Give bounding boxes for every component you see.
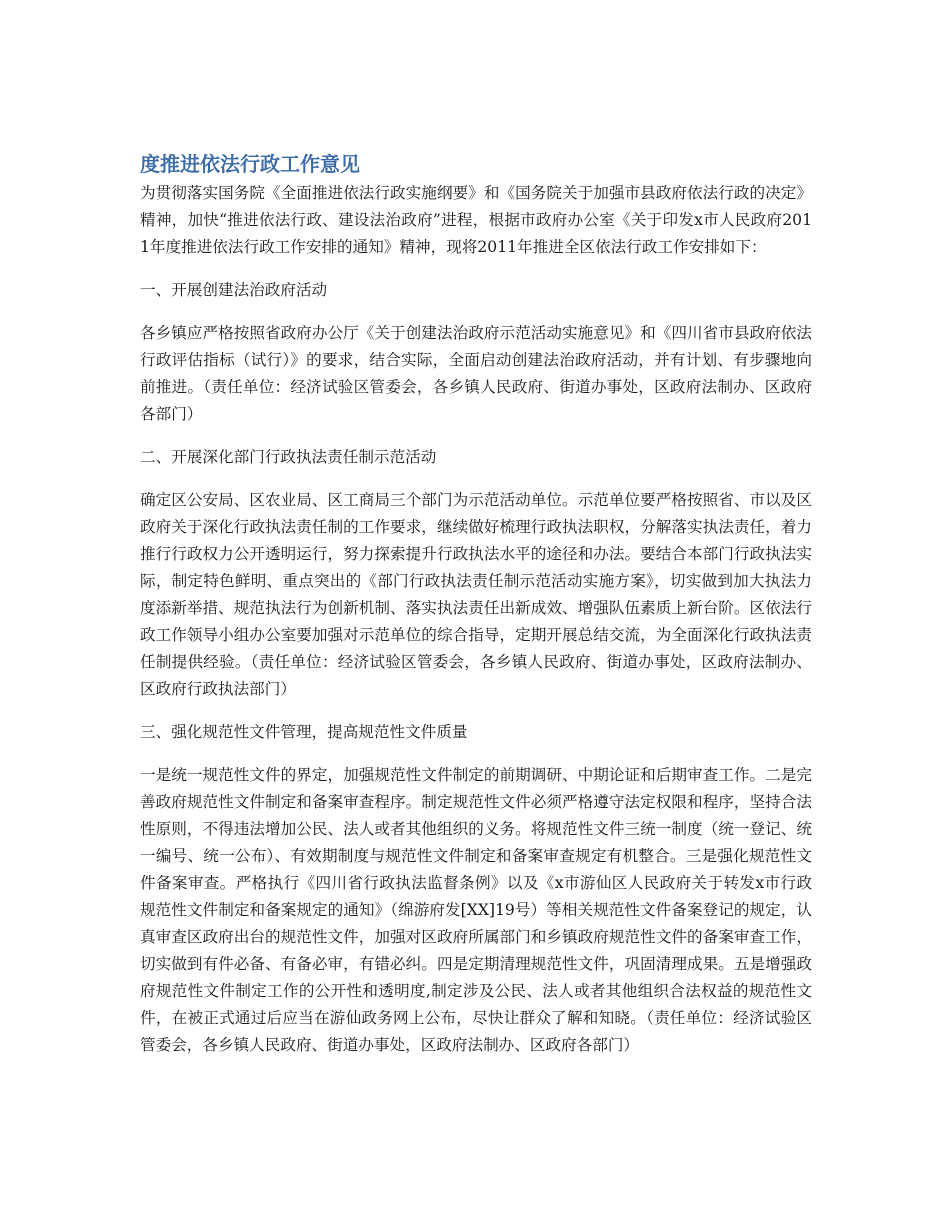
document-page	[140, 150, 812, 1059]
section-heading-3: 三、强化规范性文件管理，提高规范性文件质量	[140, 723, 468, 741]
section-body-1: 各乡镇应严格按照省政府办公厅《关于创建法治政府示范活动实施意见》和《四川省市县政府依法行政评估指标（试行）》的要求，结合实际，全面启动创建法治政府活动，并有计划、有步骤地向前推进。（责任单位：经济试验区管委会，各乡镇人民政府、街道办事处，区政府法制办、区政府各部门）	[140, 324, 812, 423]
intro-paragraph: 为贯彻落实国务院《全面推进依法行政实施纲要》和《国务院关于加强市县政府依法行政的决定》精神，加快“推进依法行政、建设法治政府”进程，根据市政府办公室《关于印发x市人民政府2011年度推进依法行政工作安排的通知》精神，现将2011年推进全区依法行政工作安排如下：	[140, 184, 812, 256]
section-body-3: 一是统一规范性文件的界定，加强规范性文件制定的前期调研、中期论证和后期审查工作。二是完善政府规范性文件制定和备案审查程序。制定规范性文件必须严格遵守法定权限和程序，坚持合法性原则，不得违法增加公民、法人或者其他组织的义务。将规范性文件三统一制度（统一登记、统一编号、统一公布）、有效期制度与规范性文件制定和备案审查规定有机整合。三是强化规范性文件备案审查。严格执行《四川省行政执法监督条例》以及《x市游仙区人民政府关于转发x市行政规范性文件制定和备案规定的通知》（绵游府发[XX]19号）等相关规范性文件备案登记的规定，认真审查区政府出台的规范性文件，加强对区政府所属部门和乡镇政府规范性文件的备案审查工作，切实做到有件必备、有备必审，有错必纠。四是定期清理规范性文件，巩固清理成果。五是增强政府规范性文件制定工作的公开性和透明度,制定涉及公民、法人或者其他组织合法权益的规范性文件，在被正式通过后应当在游仙政务网上公布，尽快让群众了解和知晓。（责任单位：经济试验区管委会，各乡镇人民政府、街道办事处，区政府法制办、区政府各部门）	[140, 766, 812, 1054]
section-heading-2: 二、开展深化部门行政执法责任制示范活动	[140, 448, 437, 466]
section-heading-1: 一、开展创建法治政府活动	[140, 281, 328, 299]
document-title: 度推进依法行政工作意见	[140, 152, 360, 176]
section-body-2: 确定区公安局、区农业局、区工商局三个部门为示范活动单位。示范单位要严格按照省、市以及区政府关于深化行政执法责任制的工作要求，继续做好梳理行政执法职权，分解落实执法责任，着力推行行政权力公开透明运行，努力探索提升行政执法水平的途径和办法。要结合本部门行政执法实际，制定特色鲜明、重点突出的《部门行政执法责任制示范活动实施方案》，切实做到加大执法力度添新举措、规范执法行为创新机制、落实执法责任出新成效、增强队伍素质上新台阶。区依法行政工作领导小组办公室要加强对示范单位的综合指导，定期开展总结交流，为全面深化行政执法责任制提供经验。（责任单位：经济试验区管委会，各乡镇人民政府、街道办事处，区政府法制办、区政府行政执法部门）	[140, 491, 812, 698]
